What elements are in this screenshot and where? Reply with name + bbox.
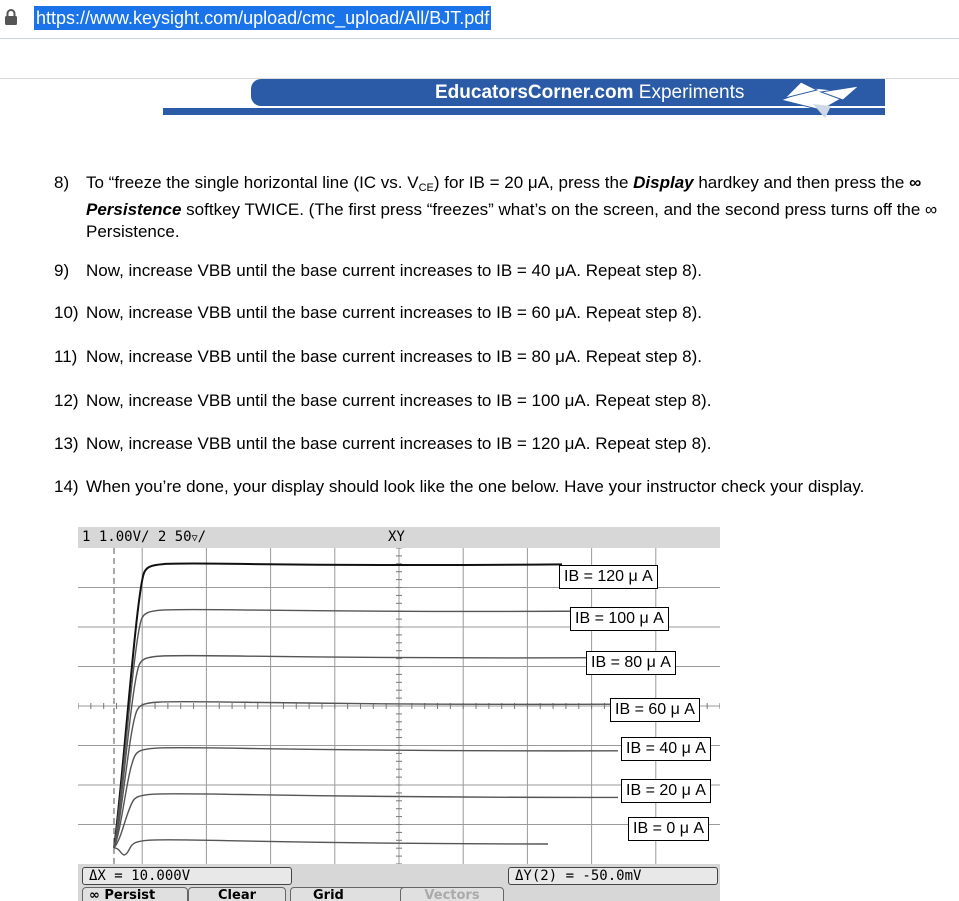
step-number: 8) [54,173,70,192]
address-bar[interactable] [0,0,959,39]
curve-label-120: IB = 120 μ A [559,565,658,589]
ib-curve-100 [114,609,618,848]
banner-brand: EducatorsCorner.com [435,82,634,103]
scope-mode: XY [388,529,405,545]
curve-label-20: IB = 20 μ A [621,779,711,803]
ib-curve-0 [114,840,548,855]
step-text [86,172,944,243]
step-number: 12) [54,391,79,410]
channel-scale [82,527,206,549]
step-text: Now, increase VBB until the base current increases to IB = 80 μA. Repeat step 8). [86,347,702,366]
curve-label-0: IB = 0 μ A [628,817,709,841]
persist-softkey[interactable]: ∞ Persist [82,887,188,901]
url-text[interactable]: https://www.keysight.com/upload/cmc_upload/All/BJT.pdf [36,8,490,28]
delta-x-readout: ΔX = 10.000V [82,867,292,885]
step-text: Now, increase VBB until the base current increases to IB = 100 μA. Repeat step 8). [86,391,712,410]
step-text: Now, increase VBB until the base current increases to IB = 120 μA. Repeat step 8). [86,434,712,453]
persistence-key-label: ∞ Persistence [86,173,922,219]
channel-scale-text: 1 1.00V/ 2 50 [82,529,192,545]
step-number: 9) [54,261,70,280]
ib-curve-60 [114,702,618,848]
delta-y-readout: ΔY(2) = -50.0mV [508,867,718,885]
ib-curve-80 [114,656,618,848]
scope-header [78,527,720,548]
step-text-part: softkey TWICE. (The first press “freezes” what’s on the screen, and the second press turns off the ∞ Persistence. [86,200,938,241]
channel-scale-unit: / [197,529,207,545]
vectors-softkey[interactable]: Vectors [400,887,504,901]
curve-label-100: IB = 100 μ A [570,607,669,631]
step-text-part: ) for IB = 20 μA, press the [433,173,634,192]
logo-icon [773,74,863,120]
page-banner [163,78,885,118]
unit-icon: ▽ [191,533,198,544]
banner-section: Experiments [638,82,745,103]
curve-label-60: IB = 60 μ A [610,698,700,722]
step-number: 11) [54,347,78,366]
step-number: 13) [54,434,79,453]
step-text: Now, increase VBB until the base current increases to IB = 60 μA. Repeat step 8). [86,303,702,322]
curve-label-80: IB = 80 μ A [586,651,676,675]
clear-softkey[interactable]: Clear [188,887,286,901]
step-text: When you’re done, your display should look like the one below. Have your instructor check your display. [86,477,865,496]
step-number: 14) [54,477,79,496]
subscript: CE [418,182,434,194]
step-text: Now, increase VBB until the base current increases to IB = 40 μA. Repeat step 8). [86,261,702,280]
curve-label-40: IB = 40 μ A [621,737,711,761]
display-key-label: Display [633,173,694,192]
step-text-part: To “freeze the single horizontal line (IC vs. V [86,173,419,192]
banner-title [435,80,744,105]
grid-softkey[interactable]: Grid [290,887,412,901]
step-text-part: hardkey and then press the [693,173,910,192]
oscilloscope-display [78,527,720,901]
scope-footer [78,864,720,901]
lock-icon [4,9,18,25]
step-number: 10) [54,303,79,322]
